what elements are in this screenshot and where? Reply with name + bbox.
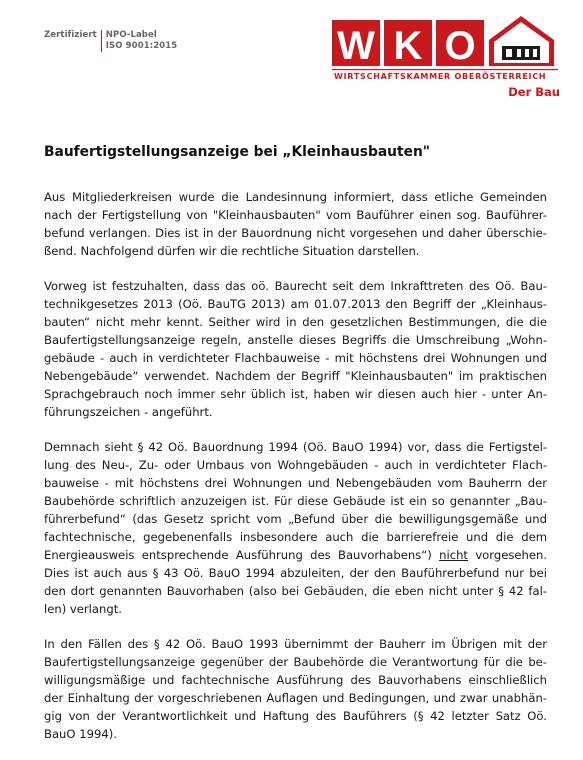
text-line: Demnach sieht § 42 Oö. Bauordnung 1994 (Oö. BauO 1994) vor, dass die Fertigstel- — [44, 440, 547, 454]
text-line: bauweise - mit höchstens drei Wohnungen und Nebengebäuden vom Bauherrn der — [44, 476, 547, 490]
text-line: nach der Fertigstellung von "Kleinhausbauten" vom Bauführer einen sog. Bauführer- — [44, 208, 547, 222]
logo-letter-o: O — [444, 24, 476, 68]
text-line: den dort genannten Bauvorhaben (also bei Gebäuden, die eben nicht unter § 42 fal- — [44, 584, 547, 598]
text-line-with-underline — [44, 546, 547, 564]
text-line: führungszeichen - angeführt. — [44, 405, 213, 419]
text-line: Sprachgebrauch noch immer sehr üblich ist, haben wir diesen auch hier - unter An- — [44, 387, 547, 401]
text-line: willigungsmäßige und fachtechnische Ausführung des Bauvorhabens einschließlich — [44, 673, 547, 687]
text-line: fachtechnische, gegebenenfalls insbesondere auch die barrierefreie und die dem — [44, 530, 547, 544]
text-line: Dies ist auch aus § 43 Oö. BauO 1994 abzuleiten, der den Bauführerbefund nur bei — [44, 566, 547, 580]
text-line: Vorweg ist festzuhalten, dass das oö. Baurecht seit dem Inkrafttreten des Oö. Bau- — [44, 279, 547, 293]
text-line: befund verlangen. Dies ist in der Bauordnung nicht vorgesehen und daher überschie- — [44, 226, 547, 240]
logo-letter-w: W — [337, 24, 375, 68]
iso-text: ISO 9001:2015 — [105, 41, 178, 51]
document-title: Baufertigstellungsanzeige bei „Kleinhausbauten" — [44, 144, 430, 160]
logo-rule — [332, 69, 558, 70]
text-line: führerbefund“ (das Gesetz spricht vom „Befund über die bewilligungsgemäße und — [44, 512, 547, 526]
paragraph-1 — [44, 188, 547, 260]
text-line: bauten“ nicht mehr kennt. Seither wird in den gesetzlichen Bestimmungen, die die — [44, 315, 547, 329]
paragraph-4 — [44, 635, 547, 743]
logo-subtitle: WIRTSCHAFTSKAMMER OBERÖSTERREICH — [334, 72, 547, 81]
underlined-word: nicht — [439, 548, 468, 562]
cert-right-block — [101, 30, 177, 52]
house-icon — [489, 16, 554, 66]
document-body — [44, 188, 547, 760]
text-line: BauO 1994). — [44, 727, 117, 741]
text-line: technikgesetzes 2013 (Oö. BauTG 2013) am 01.07.2013 den Begriff der „Kleinhaus- — [44, 297, 547, 311]
text-segment: vorgesehen. — [475, 548, 548, 562]
wko-logo — [332, 14, 564, 104]
text-line: Baubehörde schriftlich anzuzeigen ist. Für diese Gebäude ist ein so genannter „Bau- — [44, 494, 547, 508]
certification-label — [44, 30, 177, 52]
logo-letter-k: K — [393, 24, 423, 68]
text-line: Baufertigstellungsanzeige regeln, anstelle dieses Begriffs die Umschreibung „Wohn- — [44, 333, 547, 347]
text-line: gebäude - auch in verdichteter Flachbauweise - mit höchstens drei Wohnungen und — [44, 351, 547, 365]
text-line: lung des Neu-, Zu- oder Umbaus von Wohngebäuden - auch in verdichteter Flach- — [44, 458, 547, 472]
npo-label-text: NPO-Label — [105, 30, 157, 40]
paragraph-2 — [44, 277, 547, 421]
text-segment: Energieausweis entsprechende Ausführung des Bauvorhabens“) — [44, 548, 432, 562]
text-line: Nebengebäude“ verwendet. Nachdem der Begriff "Kleinhausbauten" im praktischen — [44, 369, 547, 383]
text-line: der Einhaltung der vorgeschriebenen Auflagen und Bedingungen, und zwar unabhän- — [44, 691, 547, 705]
text-line: In den Fällen des § 42 Oö. BauO 1993 übernimmt der Bauherr im Übrigen mit der — [44, 637, 547, 651]
text-line: Aus Mitgliederkreisen wurde die Landesinnung informiert, dass etliche Gemeinden — [44, 190, 547, 204]
cert-left-text: Zertifiziert — [44, 30, 97, 40]
text-line: Baufertigstellungsanzeige gegenüber der Baubehörde die Verantwortung für die be- — [44, 655, 547, 669]
paragraph-3 — [44, 438, 547, 618]
text-line: ßend. Nachfolgend dürfen wir die rechtliche Situation darstellen. — [44, 244, 420, 258]
text-line: len) verlangt. — [44, 602, 122, 616]
text-line: gig von der Verantwortlichkeit und Haftung des Bauführers (§ 42 letzter Satz Oö. — [44, 709, 547, 723]
logo-division: Der Bau — [508, 85, 560, 99]
